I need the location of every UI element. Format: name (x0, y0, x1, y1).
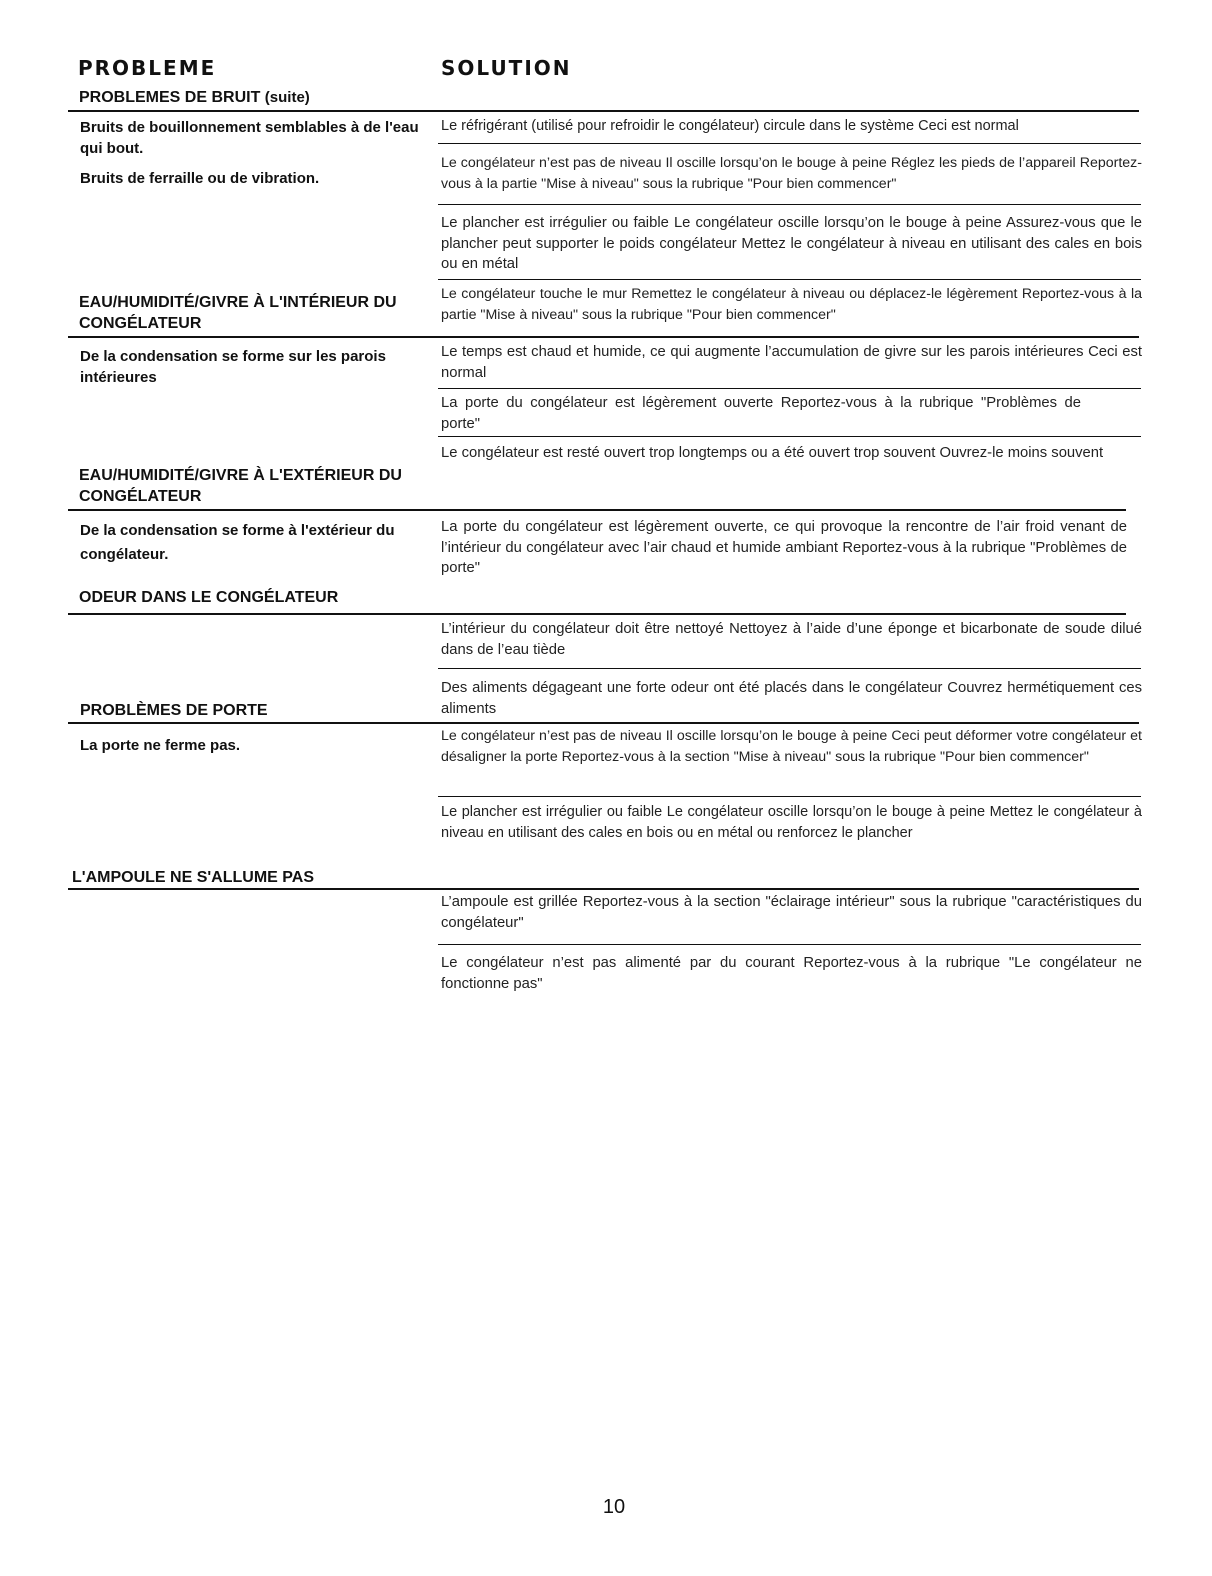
divider (438, 944, 1141, 945)
solution-bulb-2: Le congélateur n’est pas alimenté par du courant Reportez-vous à la rubrique "Le congélateur ne fonctionne pas" (441, 955, 1142, 992)
page-number: 10 (602, 1496, 626, 1518)
solution-noise-2: Le congélateur n’est pas de niveau Il oscille lorsqu’on le bouge à peine Réglez les pieds de l’appareil Reportez-vous à la partie "Mise à niveau" sous la rubrique "Pour bien commencer" (441, 155, 1142, 192)
problem-outside-condensation: De la condensation se forme à l'extérieur du congélateur. (80, 522, 395, 563)
section-title-outside-moisture: EAU/HUMIDITÉ/GIVRE À L'EXTÉRIEUR DU CONGÉLATEUR (79, 467, 402, 505)
section-title-bulb: L'AMPOULE NE S'ALLUME PAS (72, 869, 314, 886)
solution-inside-1: Le temps est chaud et humide, ce qui augmente l’accumulation de givre sur les parois intérieures Ceci est normal (441, 344, 1142, 381)
solution-bulb-1: L’ampoule est grillée Reportez-vous à la section "éclairage intérieur" sous la rubrique "caractéristiques du congélateur" (441, 894, 1142, 931)
section-title-noise: PROBLEMES DE BRUIT (suite) (79, 89, 310, 106)
divider (438, 796, 1141, 797)
section-title-odor: ODEUR DANS LE CONGÉLATEUR (79, 589, 339, 606)
divider (68, 613, 1126, 615)
solution-door-1: Le congélateur n’est pas de niveau Il oscille lorsqu’on le bouge à peine Ceci peut déformer votre congélateur et désaligner la porte Reportez-vous à la section "Mise à niveau" sous la rubrique "Pour bien commencer" (441, 728, 1142, 765)
divider (438, 436, 1141, 437)
solution-column-header: SOLUTION (441, 56, 572, 80)
solution-noise-4: Le congélateur touche le mur Remettez le congélateur à niveau ou déplacez-le légèrement Reportez-vous à la partie "Mise à niveau" sous la rubrique "Pour bien commencer" (441, 286, 1142, 323)
solution-noise-3: Le plancher est irrégulier ou faible Le congélateur oscille lorsqu’on le bouge à peine Assurez-vous que le plancher peut supporter le poids congélateur Mettez le congélateur à niveau en utilisant des cales en bois ou en métal (441, 215, 1142, 272)
problem-column-header: PROBLEME (78, 56, 217, 80)
solution-inside-2: La porte du congélateur est légèrement ouverte Reportez-vous à la rubrique "Problèmes de porte" (441, 395, 1081, 432)
solution-noise-1: Le réfrigérant (utilisé pour refroidir le congélateur) circule dans le système Ceci est normal (441, 118, 1019, 134)
divider (438, 388, 1141, 389)
divider (68, 888, 1139, 890)
solution-odor-2: Des aliments dégageant une forte odeur ont été placés dans le congélateur Couvrez hermétiquement ces aliments (441, 680, 1142, 717)
problem-boiling-noise: Bruits de bouillonnement semblables à de l'eau qui bout. (80, 119, 419, 157)
section-title-door: PROBLÈMES DE PORTE (80, 702, 268, 719)
problem-door-not-closing: La porte ne ferme pas. (80, 737, 241, 754)
divider (438, 143, 1141, 144)
problem-rattling-noise: Bruits de ferraille ou de vibration. (80, 170, 320, 187)
problem-inside-condensation: De la condensation se forme sur les parois intérieures (80, 348, 386, 386)
divider (68, 110, 1139, 112)
divider (68, 509, 1126, 511)
divider (68, 722, 1139, 724)
divider (438, 279, 1141, 280)
solution-door-2: Le plancher est irrégulier ou faible Le congélateur oscille lorsqu’on le bouge à peine Mettez le congélateur à niveau en utilisant des cales en bois ou en métal ou renforcez le plancher (441, 804, 1142, 841)
section-title-inside-moisture: EAU/HUMIDITÉ/GIVRE À L'INTÉRIEUR DU CONGÉLATEUR (79, 294, 397, 332)
solution-odor-1: L’intérieur du congélateur doit être nettoyé Nettoyez à l’aide d’une éponge et bicarbonate de soude dilué dans de l’eau tiède (441, 621, 1142, 658)
divider (438, 204, 1141, 205)
solution-inside-3: Le congélateur est resté ouvert trop longtemps ou a été ouvert trop souvent Ouvrez-le moins souvent (441, 445, 1104, 461)
solution-outside: La porte du congélateur est légèrement ouverte, ce qui provoque la rencontre de l’air froid venant de l’intérieur du congélateur avec l’air chaud et humide ambiant Reportez-vous à la rubrique "Problèmes de porte" (441, 519, 1127, 576)
divider (438, 668, 1141, 669)
divider (68, 336, 1139, 338)
